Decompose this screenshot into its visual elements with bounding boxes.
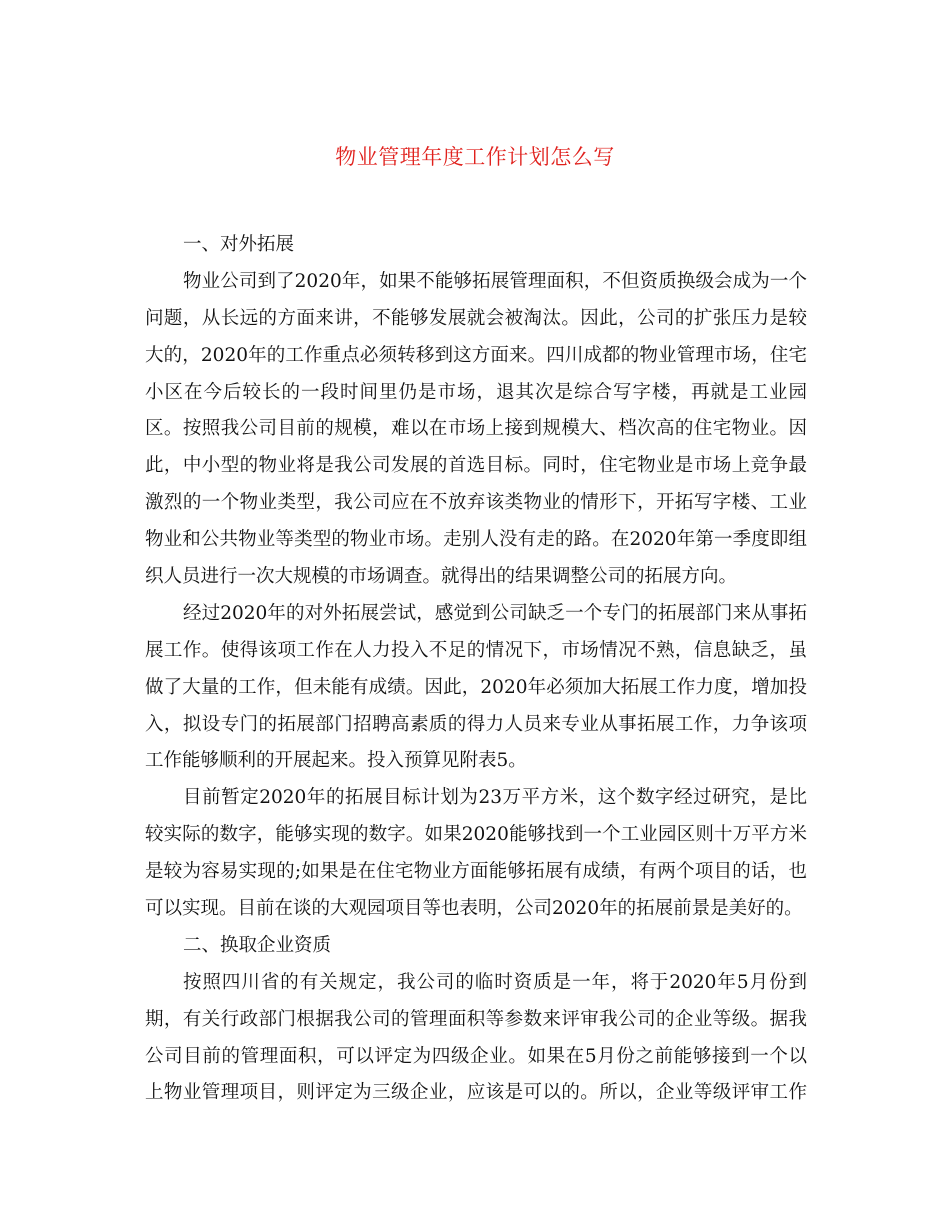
paragraph-line: 激烈的一个物业类型，我公司应在不放弃该类物业的情形下，开拓写字楼、工业 [145, 492, 807, 514]
paragraph-line: 入，拟设专门的拓展部门招聘高素质的得力人员来专业从事拓展工作，力争该项 [145, 713, 807, 735]
paragraph-line: 做了大量的工作，但未能有成绩。因此，2020年必须加大拓展工作力度，增加投 [145, 676, 807, 698]
paragraph-line: 区。按照我公司目前的规模，难以在市场上接到规模大、档次高的住宅物业。因 [145, 418, 807, 440]
paragraph-line: 较实际的数字，能够实现的数字。如果2020能够找到一个工业园区则十万平方米 [145, 824, 807, 846]
paragraph-line: 期，有关行政部门根据我公司的管理面积等参数来评审我公司的企业等级。据我 [145, 1008, 807, 1030]
paragraph-line: 目前暂定2020年的拓展目标计划为23万平方米，这个数字经过研究，是比 [183, 787, 807, 809]
paragraph-line: 按照四川省的有关规定，我公司的临时资质是一年，将于2020年5月份到 [183, 971, 807, 993]
paragraph-line: 展工作。使得该项工作在人力投入不足的情况下，市场情况不熟，信息缺乏，虽 [145, 639, 807, 661]
paragraph-line: 公司目前的管理面积，可以评定为四级企业。如果在5月份之前能够接到一个以 [145, 1045, 807, 1067]
document-body [145, 227, 807, 1112]
paragraph-line: 问题，从长远的方面来讲，不能够发展就会被淘汰。因此，公司的扩张压力是较 [145, 307, 807, 329]
paragraph-line: 工作能够顺利的开展起来。投入预算见附表5。 [145, 750, 527, 772]
paragraph-line: 织人员进行一次大规模的市场调查。就得出的结果调整公司的拓展方向。 [145, 566, 738, 588]
paragraph-line: 物业和公共物业等类型的物业市场。走别人没有走的路。在2020年第一季度即组 [145, 529, 807, 551]
paragraph-line: 此，中小型的物业将是我公司发展的首选目标。同时，住宅物业是市场上竞争最 [145, 455, 807, 477]
paragraph-line: 大的，2020年的工作重点必须转移到这方面来。四川成都的物业管理市场，住宅 [145, 344, 807, 366]
paragraph-line: 小区在今后较长的一段时间里仍是市场，退其次是综合写字楼，再就是工业园 [145, 381, 807, 403]
paragraph-line: 可以实现。目前在谈的大观园项目等也表明，公司2020年的拓展前景是美好的。 [145, 898, 803, 920]
section-heading-1: 一、对外拓展 [183, 234, 295, 255]
section-heading-2: 二、换取企业资质 [183, 934, 332, 956]
document-title: 物业管理年度工作计划怎么写 [335, 145, 615, 169]
paragraph-line: 物业公司到了2020年，如果不能够拓展管理面积，不但资质换级会成为一个 [183, 270, 807, 292]
paragraph-line: 上物业管理项目，则评定为三级企业，应该是可以的。所以，企业等级评审工作 [145, 1082, 807, 1104]
paragraph-line: 经过2020年的对外拓展尝试，感觉到公司缺乏一个专门的拓展部门来从事拓 [183, 602, 807, 624]
paragraph-line: 是较为容易实现的;如果是在住宅物业方面能够拓展有成绩，有两个项目的话，也 [145, 861, 807, 883]
